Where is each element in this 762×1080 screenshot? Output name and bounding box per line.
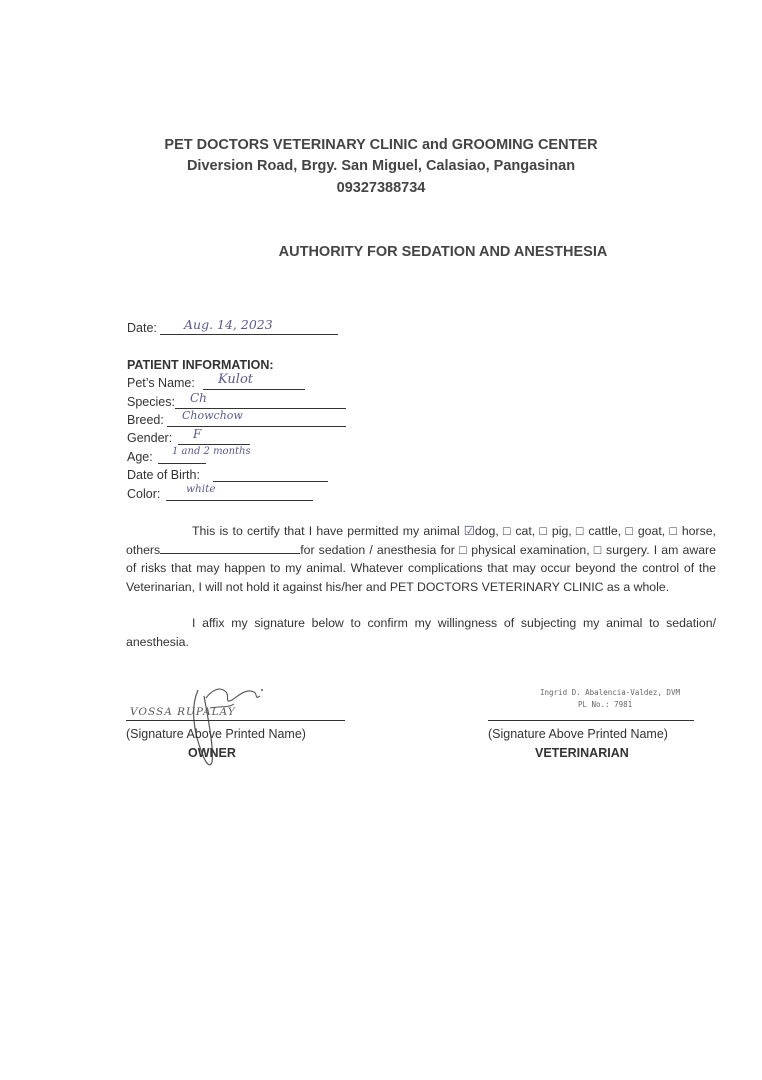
pet-name-label: Pet’s Name: (127, 376, 195, 390)
species-label: Species: (127, 395, 175, 409)
breed-label: Breed: (127, 413, 164, 427)
certification-paragraph (126, 522, 716, 596)
vet-signature-line (488, 720, 694, 721)
dog-checkbox-checked: ☑ (463, 524, 475, 538)
vet-signature-caption: (Signature Above Printed Name) (488, 727, 668, 741)
dob-line (213, 467, 328, 482)
affirmation-paragraph (126, 614, 716, 651)
document-title: AUTHORITY FOR SEDATION AND ANESTHESIA (278, 244, 608, 260)
cert-text-b: dog, □ cat, □ pig, □ cattle, □ goat, □ horse, others (126, 524, 717, 557)
vet-role: VETERINARIAN (535, 746, 629, 760)
patient-info-heading: PATIENT INFORMATION: (127, 358, 274, 372)
owner-signature-line (126, 720, 345, 721)
owner-signature-caption: (Signature Above Printed Name) (126, 727, 306, 741)
clinic-phone: 09327388734 (336, 180, 426, 196)
owner-printed-name: VOSSA RUPALAY (130, 706, 236, 718)
date-label: Date: (127, 321, 157, 335)
age-value: 1 and 2 months (172, 446, 251, 457)
clinic-address: Diversion Road, Brgy. San Miguel, Calasiao, Pangasinan (186, 158, 576, 174)
gender-line (178, 430, 250, 445)
vet-stamp-name: Ingrid D. Abalencia-Valdez, DVM (540, 688, 680, 697)
owner-role: OWNER (188, 746, 236, 760)
gender-value: F (193, 427, 202, 441)
pet-name-value: Kulot (218, 372, 254, 387)
affirmation-text: I affix my signature below to confirm my willingness of subjecting my animal to sedation/ anesthesia. (126, 616, 716, 649)
age-label: Age: (127, 450, 153, 464)
dob-label: Date of Birth: (127, 468, 200, 482)
color-value: white (186, 483, 216, 495)
clinic-name: PET DOCTORS VETERINARY CLINIC and GROOMING CENTER (164, 137, 598, 153)
others-blank (160, 541, 300, 554)
cert-text-c: for sedation / anesthesia for □ physical examination, □ surgery. I am aware of risks that may happen to my animal. Whatever complications that may occur beyond the control of the Veterinarian, I will not hold it against his/her and PET DOCTORS VETERINARY CLINIC as a whole. (126, 542, 716, 594)
vet-stamp-license: PL No.: 7981 (578, 700, 633, 709)
date-value: Aug. 14, 2023 (184, 317, 273, 332)
breed-value: Chowchow (182, 409, 243, 422)
gender-label: Gender: (127, 431, 173, 445)
color-label: Color: (127, 487, 161, 501)
species-value: Ch (190, 391, 207, 405)
cert-text-a: This is to certify that I have permitted my animal (192, 524, 464, 538)
